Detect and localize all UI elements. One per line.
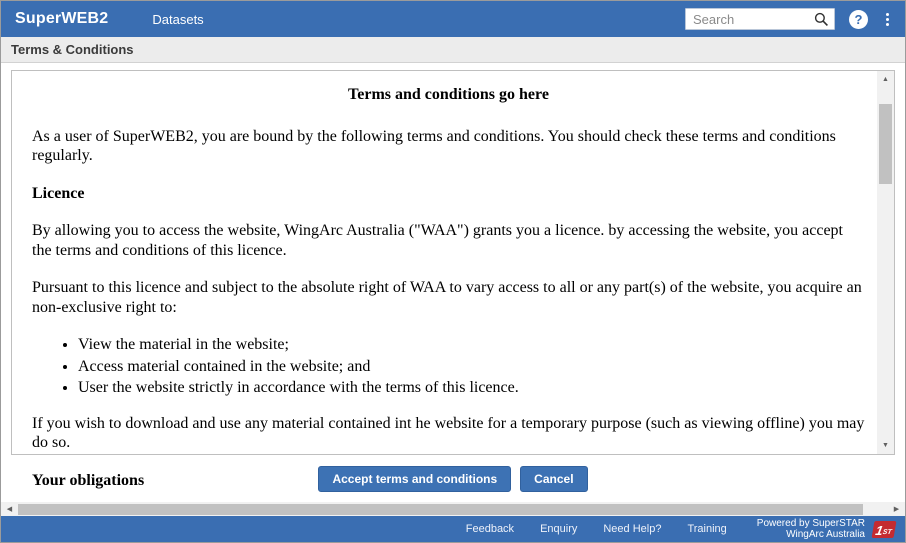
app-footer [1, 516, 905, 542]
search-input[interactable] [693, 12, 814, 27]
scroll-up-icon[interactable]: ▲ [882, 76, 889, 83]
page-title: Terms & Conditions [11, 42, 134, 57]
licence-heading: Licence [32, 184, 85, 202]
licence-paragraph-1: By allowing you to access the website, WingArc Australia ("WAA") grants you a licence. by accessing the website, you accept the terms and conditions of this licence. [32, 222, 843, 259]
main-area [1, 63, 905, 502]
list-item: • View the material in the website; [78, 335, 865, 355]
action-button-row [1, 455, 905, 502]
search-box[interactable] [685, 8, 835, 30]
powered-line-2: WingArc Australia [786, 529, 865, 540]
cancel-button[interactable]: Cancel [520, 466, 587, 492]
list-item: • Access material contained in the website; and [78, 357, 865, 377]
vertical-scrollbar[interactable] [877, 71, 894, 454]
help-icon[interactable]: ? [849, 10, 868, 29]
footer-link-need-help[interactable]: Need Help? [603, 523, 662, 535]
accept-terms-button[interactable]: Accept terms and conditions [318, 466, 511, 492]
footer-link-enquiry[interactable]: Enquiry [540, 523, 578, 535]
search-icon[interactable] [814, 12, 829, 27]
scroll-down-icon[interactable]: ▼ [882, 442, 889, 449]
licence-paragraph-2: Pursuant to this licence and subject to the absolute right of WAA to vary access to all or any part(s) of the website, you acquire an non-exclusive right to: [32, 279, 862, 316]
terms-intro: As a user of SuperWEB2, you are bound by the following terms and conditions. You should check these terms and conditions regularly. [32, 127, 836, 165]
brand-logo[interactable]: SuperWEB2 [15, 10, 109, 27]
scroll-left-icon[interactable]: ◀ [6, 506, 13, 513]
superstar-1st-logo-icon: 1 ST [872, 521, 897, 538]
footer-link-feedback[interactable]: Feedback [465, 523, 515, 535]
footer-link-training[interactable]: Training [687, 523, 727, 535]
powered-line-1: Powered by SuperSTAR [756, 518, 865, 529]
horizontal-scrollbar-thumb[interactable] [18, 504, 863, 515]
footer-links [466, 523, 727, 535]
nav-item-datasets[interactable]: Datasets [152, 11, 204, 27]
terms-heading: Terms and conditions go here [348, 86, 549, 103]
horizontal-scrollbar[interactable] [1, 502, 905, 516]
download-paragraph: If you wish to download and use any material contained int he website for a temporary purpose (such as viewing offline) you may do so. [32, 414, 865, 452]
list-item: • User the website strictly in accordance with the terms of this licence. [78, 378, 865, 398]
obligations-heading: Your obligations [32, 471, 145, 489]
licence-rights-list [32, 335, 865, 398]
header-right [685, 8, 893, 30]
scroll-right-icon[interactable]: ▶ [893, 506, 900, 513]
powered-by-text [757, 518, 865, 540]
page-title-bar [1, 37, 905, 63]
vertical-scrollbar-thumb[interactable] [879, 104, 892, 184]
kebab-menu-icon[interactable] [882, 11, 893, 28]
app-header [1, 1, 905, 37]
